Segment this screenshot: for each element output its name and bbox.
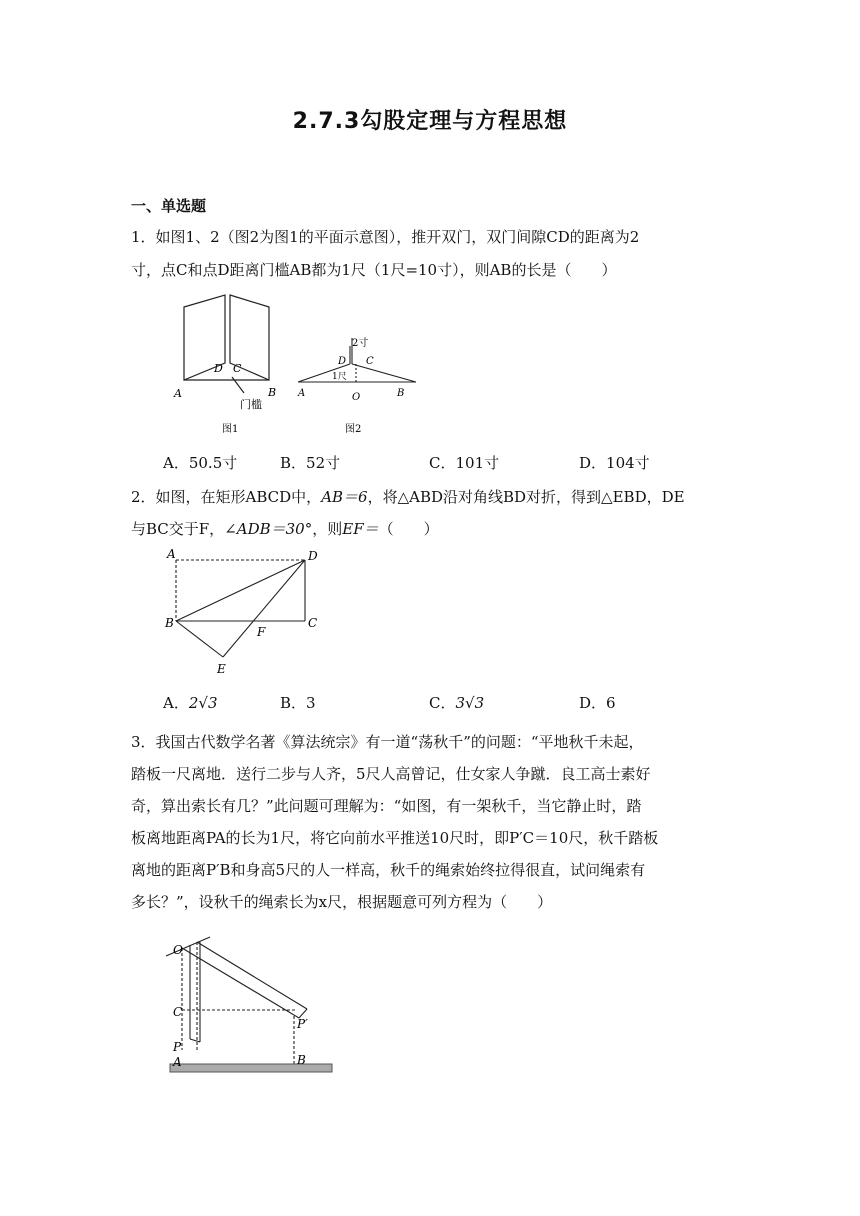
fig1-label-a: A bbox=[174, 387, 182, 400]
q3-label-p: P bbox=[173, 1040, 182, 1054]
q2-line-2-math-1: ∠ADB＝30° bbox=[224, 520, 313, 538]
q1-option-a: A．50.5寸 bbox=[163, 454, 238, 472]
fig1-caption: 图1 bbox=[222, 424, 239, 435]
q2-line-2-b: ，则 bbox=[312, 520, 343, 538]
q3-ground bbox=[170, 1064, 332, 1072]
q3-label-p-prime: P′ bbox=[297, 1017, 308, 1031]
fig2-caption: 图2 bbox=[345, 424, 362, 435]
q3-label-a: A bbox=[173, 1055, 182, 1069]
q2-label-b: B bbox=[165, 616, 174, 630]
q2-label-a: A bbox=[167, 547, 176, 561]
q2-label-f: F bbox=[257, 625, 266, 639]
q3-line-6: 多长？”，设秋千的绳索长为x尺，根据题意可列方程为（ ） bbox=[131, 893, 553, 911]
q2-option-a: A．2√3 bbox=[163, 694, 218, 712]
q3-label-b: B bbox=[297, 1053, 306, 1067]
q3-line-2: 踏板一尺离地．送行二步与人齐，5尺人高曾记，仕女家人争蹴．良工高士素好 bbox=[131, 765, 651, 783]
fig2-label-one-chi: 1尺 bbox=[332, 372, 347, 382]
q3-line-1: 3．我国古代数学名著《算法统宗》有一道“荡秋千”的问题：“平地秋千未起， bbox=[131, 733, 644, 751]
q3-line-5: 离地的距离P′B和身高5尺的人一样高，秋千的绳索始终拉得很直，试问绳索有 bbox=[131, 861, 646, 879]
page-title: 2.7.3勾股定理与方程思想 bbox=[292, 109, 568, 134]
q2-line-1 bbox=[131, 486, 685, 507]
fig1-label-sill: 门槛 bbox=[240, 398, 262, 411]
q2-line-1-b: ，将△ABD沿对角线BD对折，得到△EBD，DE bbox=[367, 488, 685, 506]
fig2-label-c: C bbox=[366, 356, 374, 367]
fig2-label-o: O bbox=[352, 392, 361, 403]
q2-line-2-a: 与BC交于F， bbox=[131, 520, 225, 538]
fig1-label-d: D bbox=[214, 362, 223, 375]
q3-line-3: 奇，算出索长有几？”此问题可理解为：“如图，有一架秋千，当它静止时，踏 bbox=[131, 797, 642, 815]
q3-label-o: O bbox=[173, 943, 183, 957]
fig1-label-b: B bbox=[268, 386, 277, 399]
fig1-label-c: C bbox=[233, 362, 242, 375]
q1-line-2: 寸，点C和点D距离门槛AB都为1尺（1尺=10寸），则AB的长是（ ） bbox=[131, 261, 617, 279]
fig2-label-b: B bbox=[397, 388, 405, 399]
q3-label-c: C bbox=[173, 1005, 183, 1019]
q2-line-1-a: 2．如图，在矩形ABCD中， bbox=[131, 488, 322, 506]
q3-line-4: 板离地距离PA的长为1尺，将它向前水平推送10尺时，即P′C＝10尺，秋千踏板 bbox=[131, 829, 659, 847]
q2-line-2-c: （ ） bbox=[378, 520, 439, 538]
q1-figures bbox=[170, 290, 450, 440]
q2-figure bbox=[160, 544, 340, 679]
q2-option-b: B．3 bbox=[280, 694, 316, 712]
fig2-label-a: A bbox=[298, 388, 306, 399]
q1-figure-1 bbox=[184, 295, 269, 393]
fig2-label-d: D bbox=[338, 356, 347, 367]
q1-option-d: D．104寸 bbox=[579, 454, 650, 472]
q2-label-c: C bbox=[308, 616, 318, 630]
q2-option-d: D．6 bbox=[579, 694, 616, 712]
q2-label-d: D bbox=[308, 549, 318, 563]
q2-label-e: E bbox=[217, 662, 226, 676]
q2-line-2-math-2: EF＝ bbox=[342, 520, 379, 538]
fig2-label-two-cun: 2寸 bbox=[352, 338, 369, 349]
q2-line-2 bbox=[131, 518, 439, 539]
section-heading: 一、单选题 bbox=[131, 197, 207, 215]
q2-option-c: C．3√3 bbox=[429, 694, 485, 712]
q1-option-b: B．52寸 bbox=[280, 454, 341, 472]
q2-line-1-math: AB＝6 bbox=[321, 488, 368, 506]
q1-option-c: C．101寸 bbox=[429, 454, 500, 472]
q3-figure bbox=[160, 930, 340, 1080]
q1-line-1: 1．如图1、2（图2为图1的平面示意图），推开双门，双门间隙CD的距离为2 bbox=[131, 228, 640, 246]
